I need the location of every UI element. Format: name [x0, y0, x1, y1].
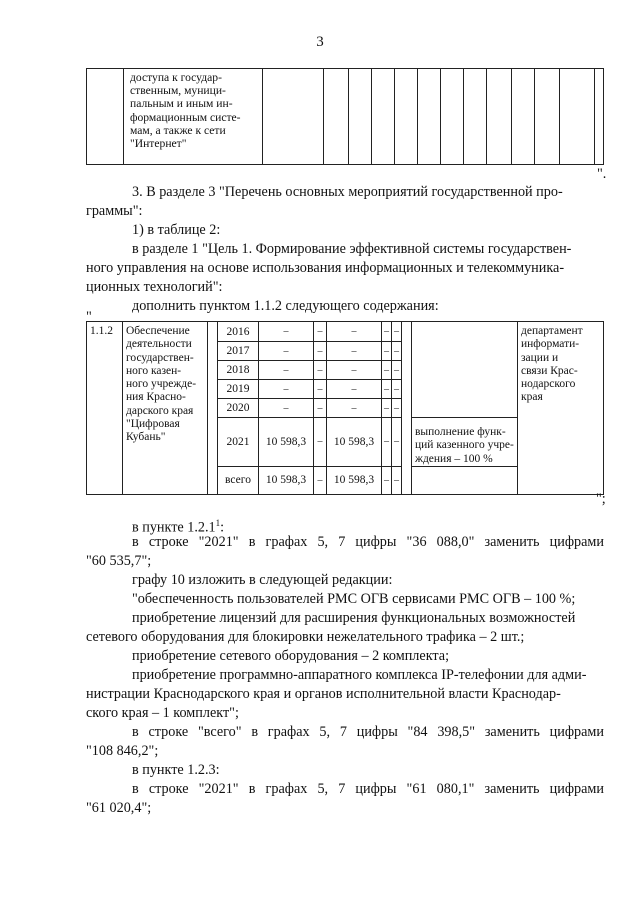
value-cell: 10 598,3 [259, 418, 314, 467]
value-cell: – [259, 399, 314, 418]
table-cell [535, 69, 560, 165]
table-item-1-1-2 [86, 321, 604, 495]
value-cell: – [382, 466, 392, 494]
value-cell: – [259, 380, 314, 399]
paragraph-network-equipment: приобретение сетевого оборудования – 2 комплекта; [132, 648, 450, 664]
value-cell: – [392, 418, 402, 467]
value-cell: – [314, 361, 327, 380]
value-cell: – [314, 399, 327, 418]
value-cell: – [382, 342, 392, 361]
table-cell [263, 69, 324, 165]
table-cell [512, 69, 535, 165]
paragraph-row-total-cont: "108 846,2"; [86, 743, 159, 759]
table-cell [595, 69, 604, 165]
paragraph-row-2021-cont: "60 535,7"; [86, 553, 152, 569]
value-cell: – [314, 342, 327, 361]
closing-quote: "; [596, 491, 606, 507]
paragraph-row-2021-b-cont: "61 020,4"; [86, 800, 152, 816]
year-cell: 2018 [218, 361, 259, 380]
table-cell [395, 69, 418, 165]
table-cell [324, 69, 349, 165]
paragraph-ip-telephony-cont: ского края – 1 комплект"; [86, 705, 239, 721]
item-name: Обеспечение деятельности государствен- ного казен- ного учрежде- ния Красно- дарского края "Цифровая Кубань" [123, 322, 208, 495]
closing-quote: ". [597, 166, 607, 182]
value-cell: – [327, 399, 382, 418]
value-cell: 10 598,3 [259, 466, 314, 494]
value-cell: 10 598,3 [327, 466, 382, 494]
table-cell [560, 69, 595, 165]
table-cell [412, 466, 518, 494]
paragraph-row-2021: в строке "2021" в графах 5, 7 цифры "36 088,0" заменить цифрами [132, 534, 604, 550]
table-continuation [86, 68, 604, 165]
paragraph-goal1-cont: ционных технологий": [86, 279, 223, 295]
table-cell [441, 69, 464, 165]
value-cell: – [314, 466, 327, 494]
year-cell: 2019 [218, 380, 259, 399]
table-cell [487, 69, 512, 165]
value-cell: – [392, 380, 402, 399]
value-cell: – [327, 342, 382, 361]
paragraph-add-item: дополнить пунктом 1.1.2 следующего содержания: [132, 298, 439, 314]
paragraph-licenses-cont: сетевого оборудования для блокировки нежелательного трафика – 2 шт.; [86, 629, 525, 645]
table-cell [87, 69, 124, 165]
executor: департамент информати- зации и связи Крас- нодарского края [518, 322, 604, 495]
table-cell [402, 322, 412, 495]
paragraph-ip-telephony-cont: нистрации Краснодарского края и органов исполнительной власти Краснодар- [86, 686, 561, 702]
item-number: 1.1.2 [87, 322, 123, 495]
table-cell [372, 69, 395, 165]
text: : [220, 519, 225, 536]
value-cell: – [259, 361, 314, 380]
value-cell: – [392, 342, 402, 361]
value-cell: – [392, 399, 402, 418]
table-cell [412, 322, 518, 418]
table-cell [418, 69, 441, 165]
value-cell: – [392, 466, 402, 494]
result-text: выполнение функ- ций казенного учре- ждения – 100 % [412, 418, 518, 467]
table-cell [208, 322, 218, 495]
year-cell: всего [218, 466, 259, 494]
value-cell: – [382, 361, 392, 380]
value-cell: – [259, 322, 314, 342]
paragraph-goal1-cont: ного управления на основе использования информационных и телекоммуника- [86, 260, 565, 276]
paragraph-goal1: в разделе 1 "Цель 1. Формирование эффективной системы государствен- [132, 241, 572, 257]
paragraph-column10: графу 10 изложить в следующей редакции: [132, 572, 393, 588]
year-cell: 2020 [218, 399, 259, 418]
value-cell: – [259, 342, 314, 361]
open-quote: " [86, 309, 92, 325]
paragraph-ip-telephony: приобретение программно-аппаратного комплекса IP-телефонии для адми- [132, 667, 587, 683]
value-cell: – [392, 322, 402, 342]
value-cell: – [392, 361, 402, 380]
value-cell: 10 598,3 [327, 418, 382, 467]
table-cell [124, 69, 263, 165]
year-cell: 2021 [218, 418, 259, 467]
paragraph-quote-start: "обеспеченность пользователей РМС ОГВ сервисами РМС ОГВ – 100 %; [132, 591, 576, 607]
superscript: 1 [215, 518, 221, 528]
value-cell: – [314, 322, 327, 342]
paragraph-table2: 1) в таблице 2: [132, 222, 221, 238]
year-cell: 2017 [218, 342, 259, 361]
paragraph-row-2021-b: в строке "2021" в графах 5, 7 цифры "61 080,1" заменить цифрами [132, 781, 604, 797]
year-cell: 2016 [218, 322, 259, 342]
table-cell [349, 69, 372, 165]
text: в пункте 1.2.1 [132, 519, 216, 536]
value-cell: – [327, 322, 382, 342]
table-cell-text: доступа к государ- ственным, муници- пальным и иным ин- формационным систе- мам, а также к сети "Интернет" [130, 71, 241, 151]
paragraph-section3-cont: граммы": [86, 203, 143, 219]
page-number: 3 [316, 34, 324, 50]
value-cell: – [327, 361, 382, 380]
value-cell: – [314, 418, 327, 467]
table-cell [464, 69, 487, 165]
value-cell: – [382, 418, 392, 467]
value-cell: – [382, 399, 392, 418]
value-cell: – [314, 380, 327, 399]
paragraph-section3: 3. В разделе 3 "Перечень основных мероприятий государственной про- [132, 184, 563, 200]
paragraph-item-1-2-3: в пункте 1.2.3: [132, 762, 220, 778]
value-cell: – [327, 380, 382, 399]
paragraph-licenses: приобретение лицензий для расширения функциональных возможностей [132, 610, 576, 626]
value-cell: – [382, 322, 392, 342]
value-cell: – [382, 380, 392, 399]
paragraph-row-total: в строке "всего" в графах 5, 7 цифры "84 398,5" заменить цифрами [132, 724, 604, 740]
